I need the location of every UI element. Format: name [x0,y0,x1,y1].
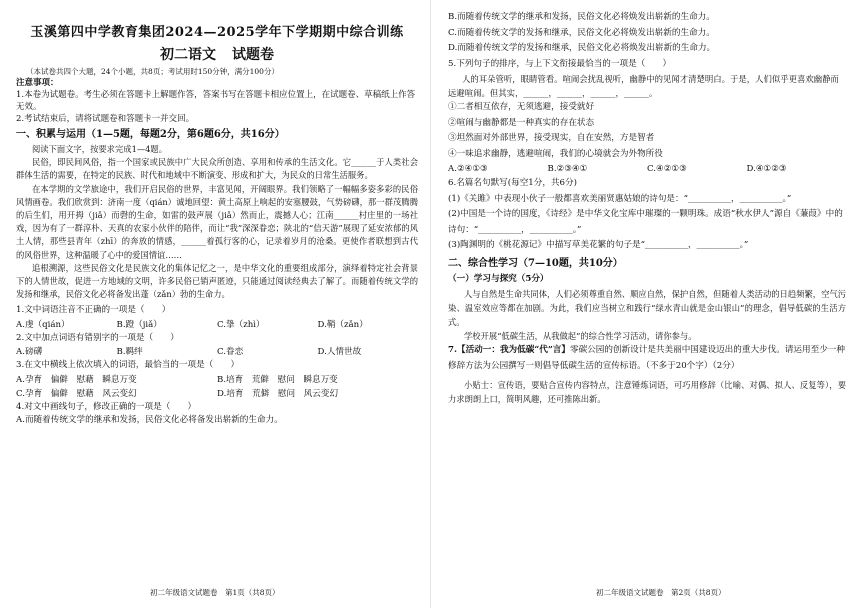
question-7 [448,343,846,374]
question-5-text: 人的耳朵管听，眼睛管看。喧闹会扰乱视听，幽静中的见闻才清楚明白。于是，人们似乎更喜欢幽静而远避喧闹。但其实，______，______，______，______。 [448,74,839,98]
question-5: 5.下列句子的排序，与上下文衔接最恰当的一项是（ ） [448,58,672,69]
question-1: 1.文中词语注音不正确的一项是（ ） [16,305,171,316]
question-5-sentence-2: ②喧闹与幽静都是一种真实的存在状态 [448,117,595,128]
section-1-heading: 一、积累与运用（1—5题，每题2分，第6题6分，共16分） [16,129,285,140]
option-b[interactable]: B.羁绊 [116,347,143,358]
question-4-option-a[interactable]: A.而随着传统文学的继承和发扬，民俗文化必将备发出崭新的生命力。 [16,415,283,426]
question-3-options-ab [16,373,418,387]
school-activity-paragraph: 学校开展“低碳生活，从我做起”的综合性学习活动，请你参与。 [464,331,697,341]
option-b[interactable]: B.培育 荒僻 慰问 瞬息万变 [217,374,338,385]
question-5-sentence-4: ④一味追求幽静，逃避喧闹，我们的心境就会为外物所役 [448,148,663,159]
exam-info: （本试卷共四个大题，24个小题，共8页；考试用时150分钟，满分100分） [26,67,279,76]
question-3-options-cd [16,387,418,401]
question-6-1: (1)《关雎》中表现小伙子一般都喜欢美丽贤惠姑娘的诗句是：“__________，__________。” [448,193,792,204]
question-6: 6.名篇名句默写(每空1分，共6分) [448,178,577,188]
option-b[interactable]: B.②③④① [547,164,588,174]
question-7-label: 7.【活动一：我为低碳“代”言】 [448,345,570,355]
question-4-option-b[interactable]: B.而随着传统文学的继承和发扬，民俗文化必将焕发出崭新的生命力。 [448,12,715,22]
question-5-sentence-1: ①二者相互依存，无须逃避，接受就好 [448,102,595,112]
option-a[interactable]: A.虔（qián） [16,319,70,330]
subject-label: 初二语文 [160,47,216,63]
exam-page-2 [436,0,860,608]
question-4-option-d[interactable]: D.而随着传统文学的发扬和继承，民俗文化必将焕发出崭新的生命力。 [448,43,716,53]
question-4: 4.对文中画线句子，修改正确的一项是（ ） [16,401,197,412]
question-7-text: 零碳公园的创新设计是共美丽中国建设迈出的重大步伐。请运用至少一种修辞方法为公园撰写一则倡导低碳生活的宣传标语。（不多于20个字）（2分） [448,345,845,371]
page-footer: 初二年级语文试题卷 第2页（共8页） [596,588,726,597]
option-b[interactable]: B.蹬（jiǎ） [116,319,162,330]
question-5-options [448,162,846,176]
option-c[interactable]: C.孕育 偏僻 慰藉 风云变幻 [16,388,137,399]
question-2: 2.文中加点词语有错别字的一项是（ ） [16,332,179,343]
reading-intro: 阅读下面文字，按要求完成1—4题。 [32,144,168,154]
page-divider [430,0,431,608]
subsection-1-heading: （一）学习与探究（5分） [448,273,549,284]
question-4-option-c[interactable]: C.而随着传统文学的发扬和继承，民俗文化必将焕发出崭新的生命力。 [448,27,715,38]
passage-paragraph-2: 在本学期的文学旅途中，我们开启民俗的世界，丰富见闻，开阔眼界。我们领略了一幅幅多姿多彩的民俗风情画卷。我们欣赏到：济南一度（qián）诚地回望：黄土高原上响起的安塞腰鼓，气势磅礴，那一群茂腾腾的后生们，用开拇（jiǎ）而磬的生命，如雷的鼓声展（jiǎ）然而止，震撼人心；江南______村庄里的一场社戏，因为有了一群淳朴、天真的农家小伙伴的陪伴，而让“我”深深眷恋；陕北的“信天游”展现了延安浓郁的风土人情，那些县青年（zhī）的奔放的情感，______着孤行客的心，记录着岁月的沧桑。更使作者联想到古代的风俗世界，这种温暖了心中的爱国情谊…… [16,183,418,260]
option-d[interactable]: D.鞘（zǎn） [317,319,368,330]
option-a[interactable]: A.磅礴 [16,347,43,358]
exam-subtitle [16,44,418,66]
question-3: 3.在文中横线上依次填入的词语，最恰当的一项是（ ） [16,360,240,371]
exam-title: 玉溪第四中学教育集团2024—2025学年下学期期中综合训练 [30,25,404,40]
question-5-sentence-3: ③坦然面对外部世界，接受现实，自在安然，方是智者 [448,133,655,143]
option-d[interactable]: D.人情世故 [317,347,362,358]
option-d[interactable]: D.④①②③ [746,164,787,174]
note-1: 1.本卷为试题卷。考生必须在答题卡上解题作答，答案书写在答题卡相应位置上，在试题卷、草稿纸上作答无效。 [16,90,416,112]
question-1-options [16,318,418,332]
option-c[interactable]: C.眷恋 [217,347,244,358]
question-6-2: (2)中国是一个诗的国度，《诗经》是中华文化宝库中璀璨的一颗明珠。成语“秋水伊人”源自《蒹葭》中的诗句：“__________，__________。” [448,209,843,235]
option-a[interactable]: A.孕育 偏僻 慰藉 瞬息万变 [16,374,137,385]
notes-title: 注意事项： [16,78,59,88]
passage-paragraph-3: 追根溯源，这些民俗文化是民族文化的集体记忆之一，是中华文化的重要组成部分，演绎着特定社会背景下的人情世故，促进一方地域的文明，许多民俗已销声匿迹，只能通过阅读经典去了解了。而随着传统文学的发扬和继承，民俗文化必将备发出蓬（zǎn）勃的生命力。 [16,262,418,300]
nature-paragraph: 人与自然是生命共同体，人们必须尊重自然、顺应自然，保护自然，但随着人类活动的日趋频繁，空气污染、温室效应等都在加剧。为此，我们应当树立和践行“绿水青山就是金山银山”的理念，倡导低碳的生活方式。 [448,289,846,327]
question-2-options [16,345,418,359]
section-2-heading: 二、综合性学习（7—10题，共10分） [448,257,623,269]
option-d[interactable]: D.培育 荒僻 慰问 风云变幻 [217,388,339,399]
option-c[interactable]: C.④②①③ [647,164,687,174]
question-6-3: (3)陶渊明的《桃花源记》中描写草美花繁的句子是“__________，__________。” [448,240,749,250]
paper-label: 试题卷 [232,47,274,63]
page-footer: 初二年级语文试题卷 第1页（共8页） [150,588,280,597]
note-2: 2.考试结束后，请将试题卷和答题卡一并交回。 [16,114,195,124]
option-c[interactable]: C.挚（zhì） [217,319,265,330]
tip-paragraph: 小贴士：宣传语，要贴合宣传内容特点，注意锤炼词语，可巧用修辞（比喻、对偶、拟人、反复等），要力求朗朗上口，简明风趣，还可推陈出新。 [448,380,846,404]
passage-paragraph-1: 民俗，即民间风俗，指一个国家或民族中广大民众所创造、享用和传承的生活文化。它______于人类社会群体生活的需要，在特定的民族、时代和地域中不断演变、形成和扩大，为民众的日常生活服务。 [16,157,418,181]
option-a[interactable]: A.②④①③ [448,164,488,174]
